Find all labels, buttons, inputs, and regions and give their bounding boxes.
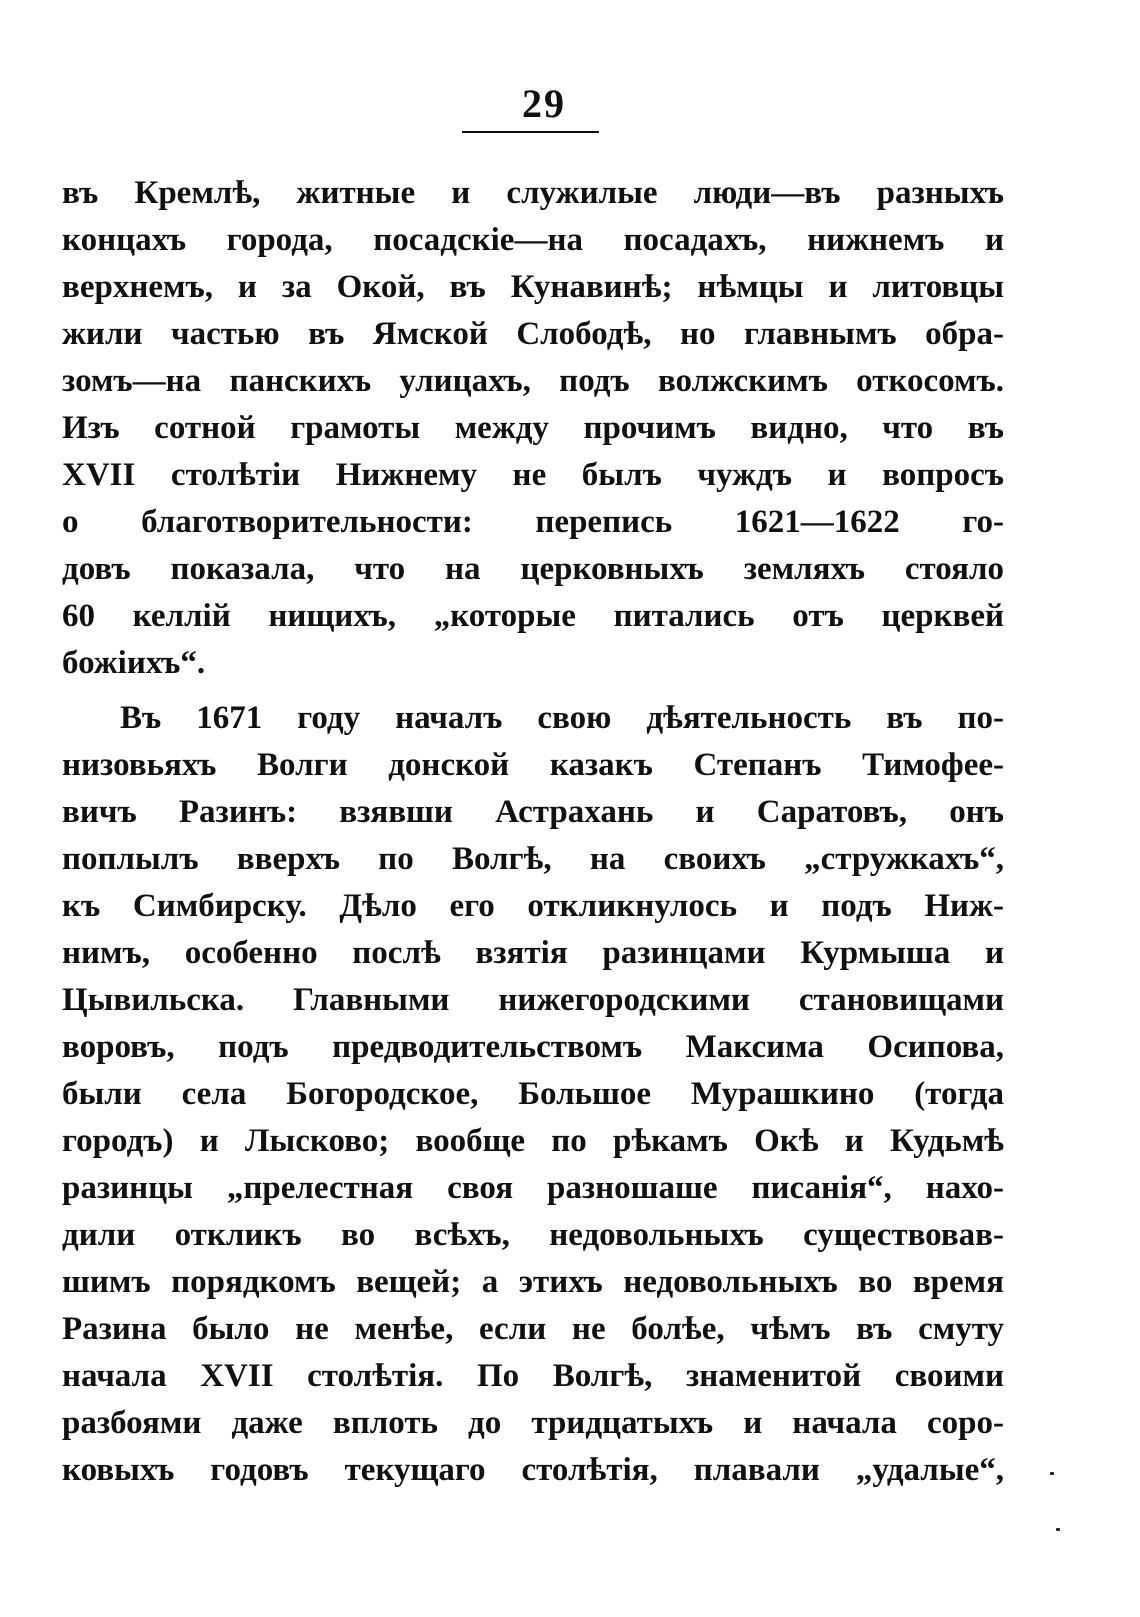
text-line: были села Богородское, Большое Мурашкино (тогда [62,1076,1004,1112]
text-line: въ Кремлѣ, житные и служилые люди—въ разныхъ [62,175,1004,211]
text-line: Изъ сотной грамоты между прочимъ видно, что въ [62,410,1004,446]
text-line: нимъ, особенно послѣ взятія разинцами Курмыша и [62,935,1004,971]
text-line: начала XVII столѣтія. По Волгѣ, знаменитой своими [62,1358,1004,1394]
scan-speck [1056,1528,1060,1531]
text-line: къ Симбирску. Дѣло его откликнулось и подъ Ниж- [62,888,1004,924]
text-line: божіихъ“. [62,645,206,681]
text-line: воровъ, подъ предводительствомъ Максима Осипова, [62,1029,1004,1065]
text-line: шимъ порядкомъ вещей; а этихъ недовольныхъ во время [62,1264,1004,1300]
page-number-rule [462,131,599,133]
text-line: Цывильска. Главными нижегородскими становищами [62,982,1004,1018]
text-line: о благотворительности: перепись 1621—1622 го- [62,504,1004,540]
text-line: жили частью въ Ямской Слободѣ, но главнымъ обра- [62,316,1004,352]
text-line: XVII столѣтіи Нижнему не былъ чуждъ и вопросъ [62,457,1004,493]
text-line: Въ 1671 году началъ свою дѣятельность въ по- [120,700,1004,736]
text-line: разинцы „прелестная своя разношаше писанія“, нахо- [62,1170,1004,1206]
text-line: поплылъ вверхъ по Волгѣ, на своихъ „стружкахъ“, [62,841,1004,877]
text-line: 60 келлій нищихъ, „которые питались отъ церквей [62,598,1004,634]
text-line: низовьяхъ Волги донской казакъ Степанъ Тимофее- [62,747,1004,783]
text-line: Разина было не менѣе, если не болѣе, чѣмъ въ смуту [62,1311,1004,1347]
paragraph [62,170,1004,687]
text-line: довъ показала, что на церковныхъ земляхъ стояло [62,551,1004,587]
text-line: концахъ города, посадскіе—на посадахъ, нижнемъ и [62,222,1004,258]
text-line: ковыхъ годовъ текущаго столѣтія, плавали „удалые“, [62,1452,1004,1488]
text-line: дили откликъ во всѣхъ, недовольныхъ существовав- [62,1217,1004,1253]
body-text [62,170,1004,1494]
text-line: зомъ—на панскихъ улицахъ, подъ волжскимъ откосомъ. [62,363,1004,399]
paragraph [62,695,1004,1494]
text-line: верхнемъ, и за Окой, въ Кунавинѣ; нѣмцы и литовцы [62,269,1004,305]
text-line: разбоями даже вплоть до тридцатыхъ и начала соро- [62,1405,1004,1441]
scan-speck [1050,1472,1054,1475]
paragraph-gap [62,687,1004,695]
text-line: вичъ Разинъ: взявши Астрахань и Саратовъ, онъ [62,794,1004,830]
page-number: 29 [522,81,566,126]
text-line: городъ) и Лысково; вообще по рѣкамъ Окѣ и Кудьмѣ [62,1123,1004,1159]
